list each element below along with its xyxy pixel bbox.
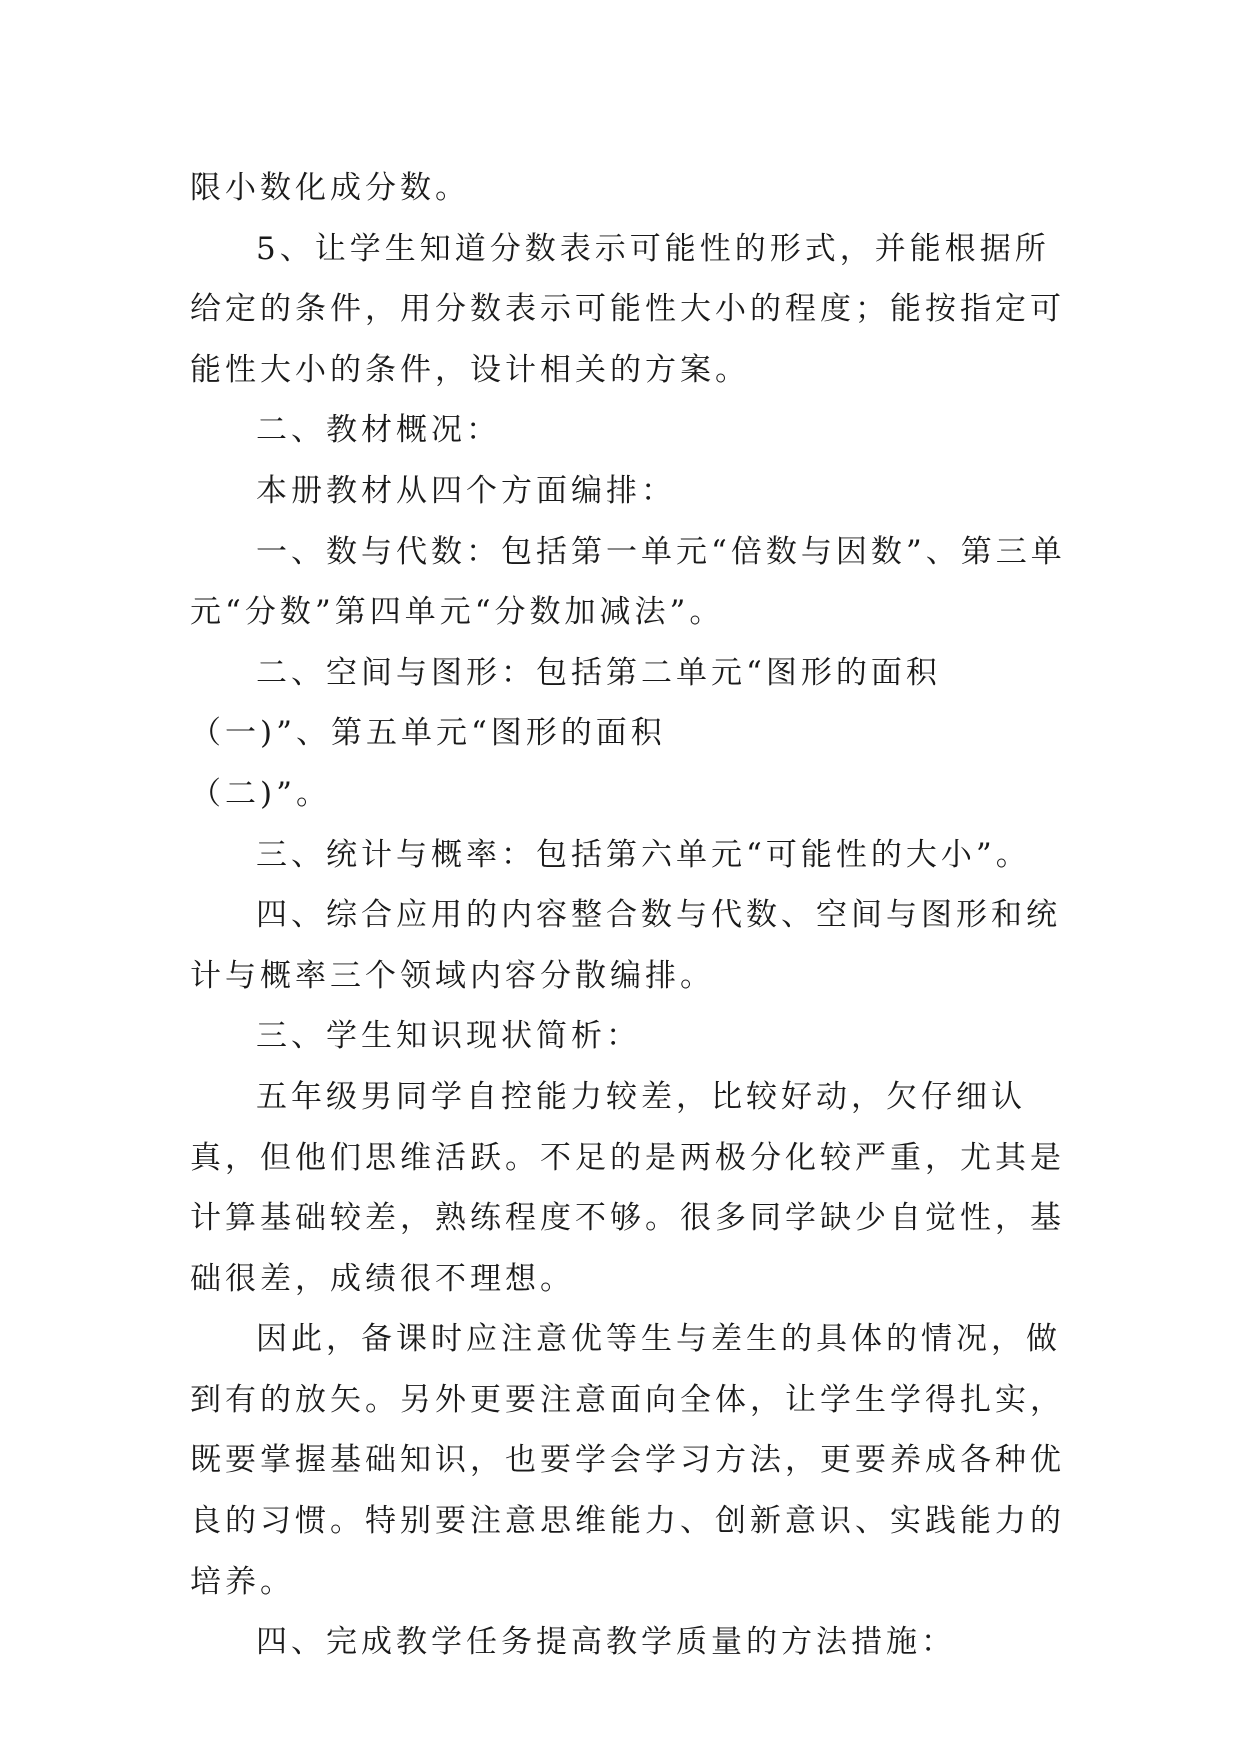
paragraph: 5、让学生知道分数表示可能性的形式，并能根据所给定的条件，用分数表示可能性大小的程度；能按指定可能性大小的条件，设计相关的方案。 (190, 230, 1065, 388)
section-heading: 三、学生知识现状简析： (256, 1018, 641, 1055)
paragraph: 因此，备课时应注意优等生与差生的具体的情况，做到有的放矢。另外更要注意面向全体，让学生学得扎实，既要掌握基础知识，也要学会学习方法，更要养成各种优良的习惯。特别要注意思维能力、创新意识、实践能力的培养。 (190, 1321, 1065, 1600)
paragraph: 本册教材从四个方面编排： (256, 472, 676, 509)
paragraph: 限小数化成分数。 (190, 170, 470, 206)
paragraph: 二、空间与图形：包括第二单元“图形的面积 (256, 654, 941, 691)
paragraph: （二)”。 (190, 775, 331, 812)
paragraph: 五年级男同学自控能力较差，比较好动，欠仔细认真，但他们思维活跃。不足的是两极分化较严重，尤其是计算基础较差，熟练程度不够。很多同学缺少自觉性，基础很差，成绩很不理想。 (190, 1078, 1065, 1297)
paragraph: 一、数与代数：包括第一单元“倍数与因数”、第三单元“分数”第四单元“分数加减法”。 (190, 533, 1066, 631)
paragraph: 四、综合应用的内容整合数与代数、空间与图形和统计与概率三个领域内容分散编排。 (190, 897, 1061, 994)
section-heading: 四、完成教学任务提高教学质量的方法措施： (256, 1624, 956, 1661)
paragraph: （一)”、第五单元“图形的面积 (190, 715, 666, 752)
paragraph: 三、统计与概率：包括第六单元“可能性的大小”。 (256, 836, 1031, 873)
section-heading: 二、教材概况： (256, 412, 501, 449)
document-body (190, 158, 1070, 1673)
